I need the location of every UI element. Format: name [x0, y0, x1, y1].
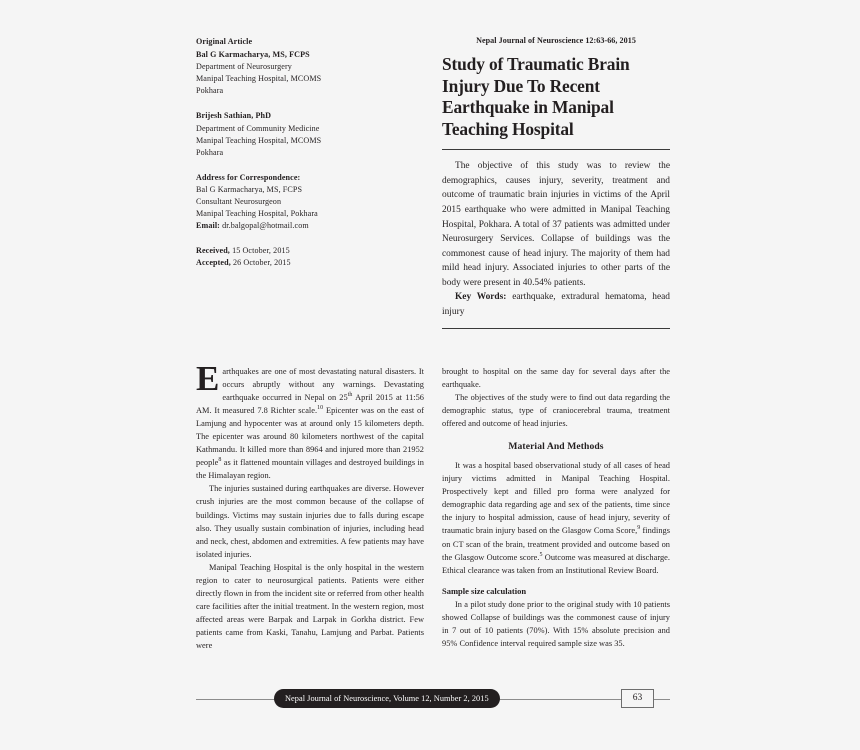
title-abstract-column — [442, 36, 670, 329]
correspondence-block — [196, 172, 418, 232]
email-label: Email: — [196, 221, 220, 231]
intro-paragraph-3-continued: brought to hospital on the same day for several days after the earthquake. — [442, 367, 670, 390]
abstract-divider — [442, 328, 670, 329]
author-name: Bal G Karmacharya, MS, FCPS — [196, 50, 310, 60]
subsection-heading-sample-size: Sample size calculation — [442, 585, 527, 596]
keywords-value: earthquake, extradural hematoma, head injury — [442, 292, 670, 317]
page-title: Study of Traumatic Brain Injury Due To Recent Earthquake in Manipal Teaching Hospital — [442, 54, 630, 139]
page-number: 63 — [621, 689, 654, 708]
correspondence-heading: Address for Correspondence: — [196, 172, 301, 182]
author-city: Pokhara — [196, 147, 224, 157]
email-value[interactable]: dr.balgopal@hotmail.com — [222, 221, 309, 231]
intro-p1-part2: Devastating earthquake occurred in Nepal on 25 — [222, 380, 424, 403]
page-footer — [196, 689, 670, 711]
author-city: Pokhara — [196, 86, 224, 96]
body-column-left — [196, 359, 424, 652]
abstract-keywords — [442, 290, 670, 319]
intro-paragraph-2: The injuries sustained during earthquakes are diverse. However crush injuries are the most common because of the collapse of buildings. Victims may sustain injuries due to falls during escape also. They usually sustain combination of injuries, including head and neck, chest, abdomen and extremities. A few patients may have isolated injuries. — [196, 484, 424, 559]
body-column-right — [442, 365, 670, 650]
received-date — [196, 245, 418, 257]
footnote-marker: 10 — [317, 405, 324, 412]
author-institution: Manipal Teaching Hospital, MCOMS — [196, 74, 322, 84]
intro-p1-part4: Epicenter was on the east of Lamjung and hypocenter was at around only 15 kilometers depth. The epicenter was around 80 kilometers northwest of the capital Kathmandu. It killed more than 8964 and injured more than 21952 people — [196, 406, 424, 468]
footnote-marker: th — [347, 392, 353, 399]
footnote-marker: 8 — [218, 457, 222, 464]
title-divider — [442, 149, 670, 150]
accepted-label: Accepted, — [196, 258, 231, 268]
received-value: 15 October, 2015 — [232, 246, 290, 256]
correspondence-name: Bal G Karmacharya, MS, FCPS — [196, 184, 303, 194]
correspondence-email — [196, 220, 418, 232]
footnote-marker: 9 — [637, 525, 641, 532]
received-label: Received, — [196, 246, 230, 256]
keywords-label: Key Words: — [455, 292, 507, 303]
author-department: Department of Community Medicine — [196, 123, 320, 133]
intro-p1-part3: April 2015 at 11:56 AM. It measured 7.8 Richter scale. — [196, 393, 424, 416]
footnote-marker: 5 — [539, 551, 543, 558]
correspondence-institution: Manipal Teaching Hospital, Pokhara — [196, 209, 318, 219]
author-name: Brijesh Sathian, PhD — [196, 111, 272, 121]
footer-journal-label: Nepal Journal of Neuroscience, Volume 12, Number 2, 2015 — [274, 689, 500, 708]
methods-p1-part1: It was a hospital based observational study of all cases of head injury victims admitted in Manipal Teaching Hospital. Prospectively kept and filled pro forma were analyzed for demographic data regarding age and sex of the patients, time since the injury to hospital admission, cause of head injury, severity of traumatic brain injury based on the Glasgow Coma Score, — [442, 461, 670, 536]
intro-paragraph-4: The objectives of the study were to find out data regarding the demographic status, type of craniocerebral trauma, treatment offered and outcome of head injuries. — [442, 393, 670, 429]
author-block-2 — [196, 110, 418, 158]
sample-size-paragraph: In a pilot study done prior to the original study with 10 patients showed Collapse of buildings was the commonest cause of injury in 7 out of 10 patients (70%). With 15% absolute precision and 95% Confidence interval required sample size was 35. — [442, 599, 670, 648]
drop-cap: E — [196, 359, 220, 398]
methods-p1-part2: findings on CT scan of the brain, treatment provided and outcome based on the Glasgow Outcome score. — [442, 526, 670, 562]
article-metadata-column — [196, 36, 418, 283]
journal-reference: Nepal Journal of Neuroscience 12:63-66, 2015 — [476, 36, 636, 45]
correspondence-role: Consultant Neurosurgeon — [196, 197, 282, 207]
dates-block — [196, 245, 418, 269]
accepted-value: 26 October, 2015 — [232, 258, 291, 268]
author-block-1 — [196, 49, 418, 97]
methods-p1-part3: Outcome was measured at discharge. Ethical clearance was taken from an Institutional Review Board. — [442, 552, 670, 575]
accepted-date — [196, 257, 418, 269]
section-heading-methods: Material And Methods — [508, 441, 604, 453]
author-department: Department of Neurosurgery — [196, 62, 292, 72]
intro-p1-part1: arthquakes are one of most devastating natural disasters. It occurs abruptly without any warnings. — [222, 367, 424, 390]
author-institution: Manipal Teaching Hospital, MCOMS — [196, 135, 322, 145]
intro-paragraph-1 — [196, 359, 424, 482]
intro-paragraph-3: Manipal Teaching Hospital is the only hospital in the western region to cater to neurosurgical patients. Patients were either directly flown in from the incident site or referred from other health care facilities after the initial treatment. In the western region, most affected areas were Barpak and Larpak in Gorkha district. Few patients came from Kaski, Tanahu, Lamjung and Parbat. Patients were — [196, 562, 424, 650]
methods-paragraph-1 — [442, 459, 670, 576]
intro-p1-part5: as it flattened mountain villages and destroyed buildings in the Himalayan region. — [196, 458, 424, 481]
abstract-body: The objective of this study was to review the demographics, causes injury, severity, treatment and outcome of traumatic brain injuries in victims of the April 2015 earthquake who were admitted in Manipal Teaching Hospital, Pokhara. A total of 37 patients was admitted under Neurosurgery Services. Collapse of buildings was the commonest cause of head injury. The majority of them had mild head injury. Associated injuries to other parts of the body were present in 40.54% patients. — [442, 161, 670, 288]
article-kicker: Original Article — [196, 37, 253, 46]
